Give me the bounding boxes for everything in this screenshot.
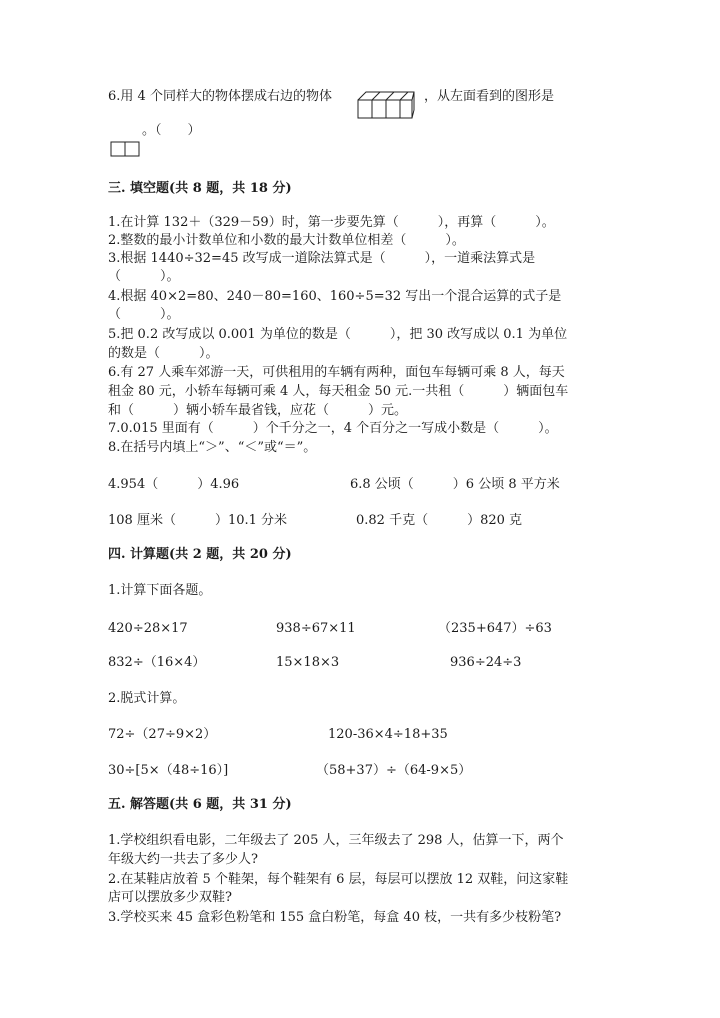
calc-expr: 72÷（27÷9×2）: [108, 727, 217, 742]
compare-item: 6.8 公顷（ ）6 公顷 8 平方米: [350, 477, 560, 492]
sec5-line: 3.学校买来 45 盒彩色粉笔和 155 盒白粉笔，每盒 40 枝，一共有多少枝粉笔?: [108, 910, 562, 925]
compare-item: 4.954（ ）4.96: [108, 477, 240, 492]
sec5-line: 2.在某鞋店放着 5 个鞋架，每个鞋架有 6 层，每层可以摆放 12 双鞋，问这家鞋: [108, 872, 569, 887]
sec3-line: 6.有 27 人乘车郊游一天，可供租用的车辆有两种，面包车每辆可乘 8 人，每天: [108, 365, 565, 380]
calc-q2-label: 2.脱式计算。: [108, 691, 186, 706]
calc-expr: 420÷28×17: [108, 621, 188, 636]
q6-answer-bracket: 。（ ）: [142, 123, 201, 138]
calc-expr: （58+37）÷（64-9×5）: [316, 763, 472, 778]
calc-expr: 15×18×3: [276, 655, 340, 670]
cube-row-figure: [356, 88, 418, 122]
sec3-line: 1.在计算 132＋（329－59）时，第一步要先算（ ），再算（ ）。: [108, 215, 555, 230]
sec3-line: 2.整数的最小计数单位和小数的最大计数单位相差（ ）。: [108, 233, 465, 248]
sec3-line: 5.把 0.2 改写成以 0.001 为单位的数是（ ），把 30 改写成以 0.1 为单位: [108, 327, 568, 342]
calc-expr: 30÷[5×（48÷16）]: [108, 763, 229, 778]
calc-expr: 120-36×4÷18+35: [328, 727, 448, 742]
section-4-title: 四. 计算题(共 2 题，共 20 分): [108, 547, 292, 562]
two-squares-figure: [110, 140, 142, 158]
calc-expr: （235+647）÷63: [438, 621, 552, 636]
sec3-line: 8.在括号内填上“＞”、“＜”或“＝”。: [108, 440, 317, 455]
q6-text-after: ，从左面看到的图形是: [424, 89, 555, 104]
sec5-line: 1.学校组织看电影，二年级去了 205 人，三年级去了 298 人，估算一下，两个: [108, 833, 564, 848]
calc-q1-label: 1.计算下面各题。: [108, 583, 212, 598]
sec3-line: 7.0.015 里面有（ ）个千分之一，4 个百分之一写成小数是（ ）。: [108, 421, 558, 436]
sec3-line: 租金 80 元，小轿车每辆可乘 4 人，每天租金 50 元.一共租（ ）辆面包车: [108, 384, 569, 399]
sec3-line: 的数是（ ）。: [108, 346, 219, 361]
compare-item: 0.82 千克（ ）820 克: [356, 513, 523, 528]
sec3-line: （ ）。: [108, 269, 180, 284]
q6-text-before: 6.用 4 个同样大的物体摆成右边的物体: [108, 89, 332, 104]
calc-expr: 938÷67×11: [276, 621, 356, 636]
sec3-line: （ ）。: [108, 307, 180, 322]
sec3-line: 和（ ）辆小轿车最省钱，应花（ ）元。: [108, 403, 408, 418]
section-3-title: 三. 填空题(共 8 题，共 18 分): [108, 181, 292, 196]
sec3-line: 3.根据 1440÷32=45 改写成一道除法算式是（ ），一道乘法算式是: [108, 251, 536, 266]
sec3-line: 4.根据 40×2=80、240－80=160、160÷5=32 写出一个混合运算的式子是: [108, 289, 562, 304]
compare-item: 108 厘米（ ）10.1 分米: [108, 513, 288, 528]
calc-expr: 936÷24÷3: [450, 655, 522, 670]
section-5-title: 五. 解答题(共 6 题，共 31 分): [108, 797, 292, 812]
sec5-line: 年级大约一共去了多少人?: [108, 852, 258, 867]
sec5-line: 店可以摆放多少双鞋?: [108, 890, 232, 905]
calc-expr: 832÷（16×4）: [108, 655, 206, 670]
